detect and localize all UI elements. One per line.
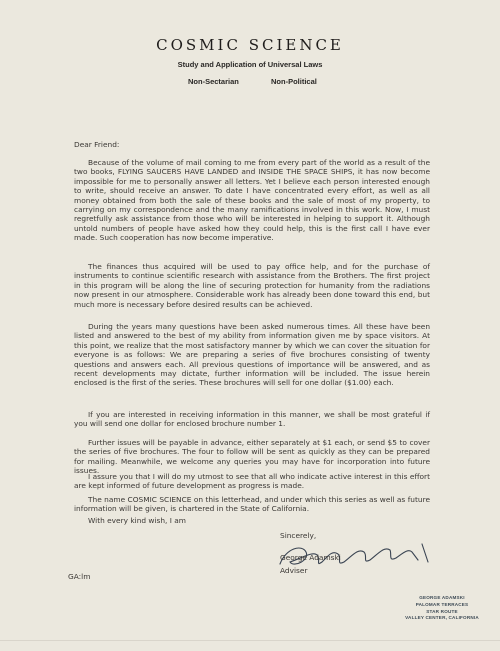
stamp-line-2: PALOMAR TERRACES (415, 601, 469, 607)
letterhead-subtitle: Study and Application of Universal Laws (177, 60, 323, 69)
paragraph-1: Because of the volume of mail coming to me from every part of the world as a result of the two books, FLYING SAUCERS HAVE LANDED and INSIDE THE SPACE SHIPS, it has now become impossible for me to personally answer all letters. Yet I believe each person interested enough to write, should receive an answer. To date I have concentrated every effort, as well as all money obtained from both the sale of these books and the sale of most of my property, to carrying on my correspondence and the many ramifications involved in this work. Now, I must regretfully ask assistance from those who will be interested in helping to support it. Although untold numbers of people have asked how they could help, this is the first call I have ever made. Such cooperation has now become imperative. (74, 158, 430, 243)
paragraph-4: If you are interested in receiving information in this manner, we shall be most grateful if you will send one dollar for enclosed brochure number 1. (74, 410, 430, 429)
stamp-line-4: VALLEY CENTER, CALIFORNIA (405, 615, 479, 621)
signer-title: Adviser (280, 565, 308, 575)
closing-block (280, 531, 341, 575)
paragraph-7: The name COSMIC SCIENCE on this letterhead, and under which this series as well as future information will be given, is chartered in the State of California. (74, 495, 430, 514)
paragraph-5: Further issues will be payable in advance, either separately at $1 each, or send $5 to cover the series of five brochures. The four to follow will be sent as quickly as they can be prepared for mailing. Meanwhile, we welcome any queries you may have for incorporation into future issues. (74, 438, 430, 476)
paragraph-6: I assure you that I will do my utmost to see that all who indicate active interest in this effort are kept informed of future development as progress is made. (74, 472, 430, 491)
salutation: Dear Friend: (74, 140, 120, 149)
paper-fold-line (0, 640, 500, 641)
typist-initials: GA:lm (68, 572, 91, 581)
paragraph-3: During the years many questions have been asked numerous times. All these have been listed and answered to the best of my ability from information given me by space visitors. At this point, we realize that the most satisfactory manner by which we can cover the situation for everyone is as follows: We are preparing a series of five brochures consisting of twenty questions and answers each. All previous questions of importance will be answered, and as recent developments may dictate, further information will be included. The issue herein enclosed is the first of the series. These brochures will sell for one dollar ($1.00) each. (74, 322, 430, 388)
stamp-line-3: STAR ROUTE (426, 608, 458, 614)
address-stamp (400, 595, 484, 622)
paragraph-8: With every kind wish, I am (88, 516, 187, 525)
closing-text: Sincerely, (280, 531, 317, 540)
letterhead-tag-non-political: Non-Political (271, 77, 317, 86)
letterhead-tag-non-sectarian: Non-Sectarian (188, 77, 239, 86)
stamp-line-1: GEORGE ADAMSKI (419, 595, 465, 600)
paragraph-2: The finances thus acquired will be used to pay office help, and for the purchase of instruments to continue scientific research with assistance from the Brothers. The first project in this program will be along the line of securing protection for humanity from the radiations now present in our atmosphere. Considerable work has already been done toward this end, but much more is necessary before desired results can be achieved. (74, 262, 430, 309)
signer-name: George Adamski (280, 553, 341, 563)
letterhead-title: COSMIC SCIENCE (156, 36, 344, 54)
